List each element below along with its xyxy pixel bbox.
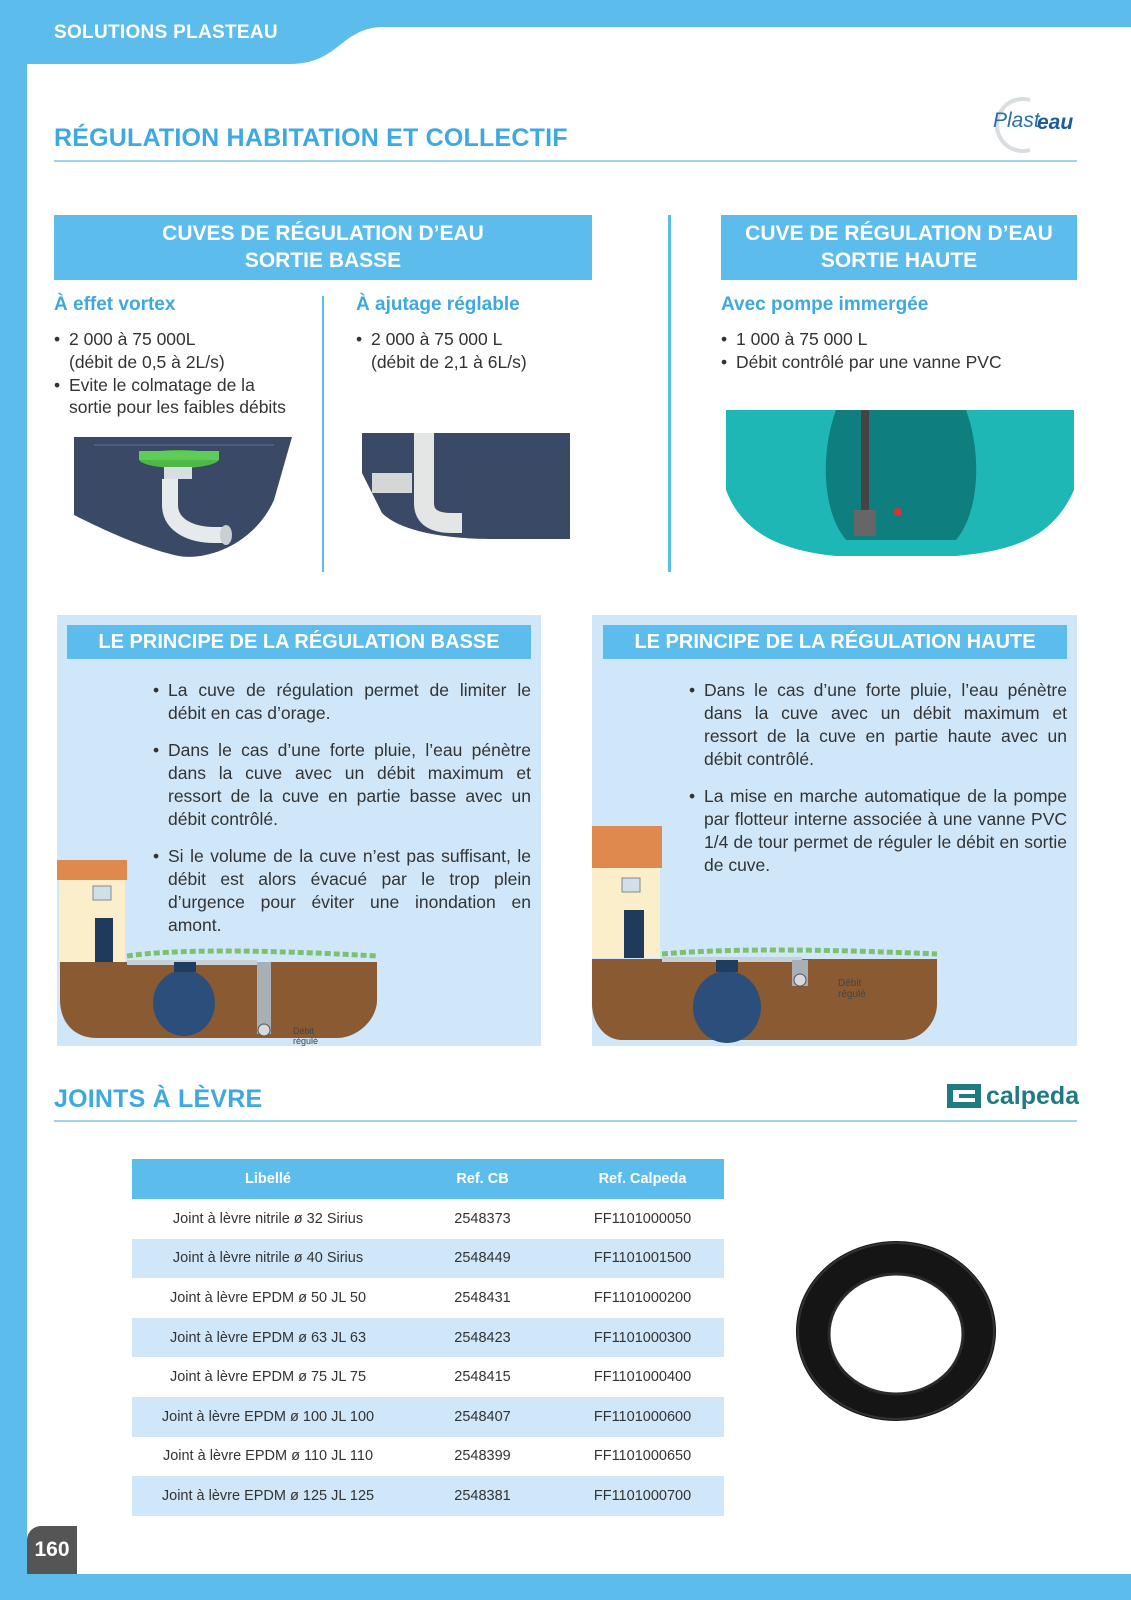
haute-debit-label-b: régulé: [838, 989, 866, 1000]
basse-debit-label-a: Débit: [293, 1026, 315, 1036]
cell-ref-calpeda: FF1101001500: [561, 1239, 724, 1279]
left-frame-bar: [0, 0, 27, 1600]
column-divider-thin: [322, 296, 324, 572]
cell-libelle: Joint à lèvre EPDM ø 100 JL 100: [132, 1397, 404, 1437]
column-divider-main: [668, 215, 671, 572]
cell-ref-cb: 2548399: [454, 1448, 511, 1465]
page-number: 160: [27, 1526, 77, 1574]
table-row: [132, 1318, 724, 1358]
cell-ref-cb: 2548449: [404, 1239, 561, 1279]
regulation-title: RÉGULATION HABITATION ET COLLECTIF: [54, 124, 568, 152]
sortie-basse-banner: [54, 215, 592, 280]
vortex-bullet-2a: Evite le colmatage de la: [69, 374, 255, 395]
vortex-bullet-1a: 2 000 à 75 000L: [69, 329, 196, 349]
principe-basse-p1: • La cuve de régulation permet de limiter le débit en cas d’orage.: [153, 679, 531, 725]
principe-basse-p2: • Dans le cas d’une forte pluie, l’eau pénètre dans la cuve avec un débit maximum et ressort de la cuve en partie basse avec un débit contrôlé.: [153, 739, 531, 831]
joints-table: [132, 1159, 724, 1516]
cell-ref-calpeda: FF1101000400: [593, 1369, 692, 1386]
cell-libelle: Joint à lèvre EPDM ø 50 JL 50: [169, 1289, 367, 1306]
cell-ref-cb: 2548423: [404, 1318, 561, 1358]
haute-debit-label-a: Débit: [838, 978, 862, 989]
sortie-basse-banner-line1: CUVES DE RÉGULATION D’EAU: [162, 221, 484, 245]
pompe-tank-image: [726, 410, 1074, 560]
cell-libelle: Joint à lèvre nitrile ø 40 Sirius: [132, 1239, 404, 1279]
joints-title-rule: [54, 1120, 1077, 1122]
principe-haute-title: LE PRINCIPE DE LA RÉGULATION HAUTE: [603, 625, 1067, 659]
pompe-bullet-1: • 1 000 à 75 000 L: [721, 328, 1077, 351]
principe-basse-title: LE PRINCIPE DE LA RÉGULATION BASSE: [67, 625, 531, 659]
principe-haute-p1: • Dans le cas d’une forte pluie, l’eau pénètre dans la cuve avec un débit maximum et ressort de la cuve en partie haute avec un débit contrôlé.: [689, 679, 1067, 771]
section-tab-label: SOLUTIONS PLASTEAU: [54, 22, 278, 43]
regulation-haute-diagram: [592, 822, 940, 1046]
cell-libelle: Joint à lèvre EPDM ø 110 JL 110: [162, 1448, 374, 1465]
ajutage-bullets: [356, 328, 616, 374]
sortie-basse-banner-line2: SORTIE BASSE: [244, 248, 402, 272]
lip-seal-ring-icon: [795, 1241, 1001, 1425]
cell-libelle: Joint à lèvre EPDM ø 63 JL 63: [132, 1318, 404, 1358]
calpeda-logo-icon: [946, 1080, 1079, 1112]
table-row: [132, 1239, 724, 1279]
cell-libelle: Joint à lèvre EPDM ø 75 JL 75: [169, 1369, 367, 1386]
ajutage-bullet-1b: (débit de 2,1 à 6L/s): [371, 351, 527, 372]
bottom-frame-bar: [0, 1574, 1131, 1600]
cell-ref-cb: 2548431: [454, 1289, 511, 1306]
plasteau-logo-icon: [990, 94, 1080, 154]
vortex-bullet-1b: (débit de 0,5 à 2L/s): [69, 351, 225, 372]
vortex-bullet-2: [54, 374, 319, 420]
principe-basse-p3: • Si le volume de la cuve n’est pas suffisant, le débit est alors évacué par le trop plein d’urgence pour éviter une inondation en amont.: [153, 845, 531, 937]
ajutage-bullet-1a: 2 000 à 75 000 L: [371, 329, 503, 349]
table-header-row: [132, 1159, 724, 1199]
cell-ref-cb: 2548373: [454, 1210, 511, 1227]
table-row: [132, 1437, 724, 1477]
ajutage-bullet-1: [356, 328, 616, 374]
cell-ref-calpeda: FF1101000200: [593, 1289, 692, 1306]
cell-ref-cb: 2548415: [454, 1369, 511, 1386]
plasteau-logo-text-a: Plast: [993, 109, 1040, 132]
sortie-haute-banner: [721, 215, 1077, 280]
cell-ref-calpeda: FF1101000600: [561, 1397, 724, 1437]
sortie-haute-banner-line2: SORTIE HAUTE: [820, 248, 978, 272]
cell-libelle: Joint à lèvre EPDM ø 125 JL 125: [132, 1476, 404, 1516]
cell-ref-cb: 2548407: [404, 1397, 561, 1437]
header-libelle: Libellé: [132, 1159, 404, 1199]
pompe-title: Avec pompe immergée: [721, 294, 929, 315]
table-row: [132, 1476, 724, 1516]
vortex-bullets: [54, 328, 319, 419]
table-row: [132, 1278, 724, 1318]
vortex-tank-image: [74, 435, 294, 563]
header-ref-calpeda: Ref. Calpeda: [561, 1159, 724, 1199]
calpeda-logo-text: calpeda: [986, 1082, 1079, 1110]
cell-ref-calpeda: FF1101000700: [561, 1476, 724, 1516]
ajutage-tank-image: [362, 433, 572, 541]
ajutage-title: À ajutage réglable: [356, 294, 520, 315]
header-ref-cb: Ref. CB: [404, 1159, 561, 1199]
basse-debit-label-b: régulé: [293, 1036, 319, 1046]
cell-ref-calpeda: FF1101000650: [593, 1448, 692, 1465]
table-row: [132, 1397, 724, 1437]
sortie-haute-banner-line1: CUVE DE RÉGULATION D’EAU: [745, 221, 1053, 245]
principe-haute-p2: • La mise en marche automatique de la pompe par flotteur interne associée à une vanne PVC 1/4 de tour permet de réguler le débit en sortie de cuve.: [689, 785, 1067, 877]
cell-ref-cb: 2548381: [404, 1476, 561, 1516]
table-row: [132, 1357, 724, 1397]
regulation-basse-diagram: [57, 850, 397, 1046]
cell-ref-calpeda: FF1101000300: [561, 1318, 724, 1358]
joints-title: JOINTS À LÈVRE: [54, 1085, 263, 1113]
table-row: [132, 1199, 724, 1239]
vortex-bullet-2b: sortie pour les faibles débits: [69, 397, 286, 418]
cell-ref-calpeda: FF1101000050: [593, 1210, 692, 1227]
regulation-title-rule: [54, 160, 1077, 162]
vortex-title: À effet vortex: [54, 294, 176, 315]
vortex-bullet-1: [54, 328, 319, 374]
cell-libelle: Joint à lèvre nitrile ø 32 Sirius: [172, 1210, 364, 1227]
pompe-bullets: [721, 328, 1077, 374]
plasteau-logo-text-b: eau: [1037, 111, 1074, 134]
pompe-bullet-2: • Débit contrôlé par une vanne PVC: [721, 351, 1077, 374]
